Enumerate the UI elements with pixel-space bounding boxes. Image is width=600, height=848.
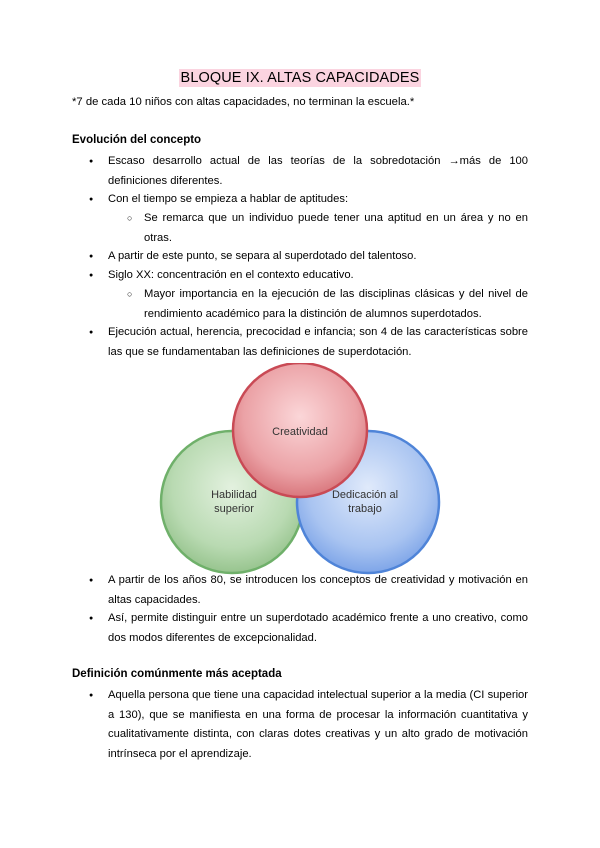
list-item: ● Ejecución actual, herencia, precocidad e infancia; son 4 de las características sobre las que se fundamentaban las definiciones de superdotación. (108, 323, 528, 362)
list-item: ● Así, permite distinguir entre un superdotado académico frente a uno creativo, como dos modos diferentes de excepcionalidad. (108, 609, 528, 648)
sub-list-item: ○ Mayor importancia en la ejecución de las disciplinas clásicas y del nivel de rendimiento académico para la distinción de alumnos superdotados. (144, 285, 528, 324)
list-item: ● Aquella persona que tiene una capacidad intelectual superior a la media (CI superior a 130), que se manifiesta en una forma de procesar la información cuantitativa y cualitativamente distinta, con claras dotes creativas y un alto grado de motivación intrínseca por el aprendizaje. (108, 686, 528, 764)
section-heading-evolution: Evolución del concepto (72, 134, 202, 146)
list-item: ● A partir de los años 80, se introducen los conceptos de creatividad y motivación en altas capacidades. (108, 571, 528, 610)
venn-label-dedicacion-1: Dedicación al (331, 489, 399, 501)
list-item: ● Con el tiempo se empieza a hablar de aptitudes: (108, 190, 528, 210)
venn-diagram (155, 363, 445, 578)
venn-label-habilidad-1: Habilidad (211, 489, 257, 501)
list-item: ● Escaso desarrollo actual de las teorías de la sobredotación →más de 100 definiciones diferentes. (108, 152, 528, 191)
venn-label-creatividad: Creatividad (272, 426, 328, 438)
sub-list-item: ○ Se remarca que un individuo puede tener una aptitud en un área y no en otras. (144, 209, 528, 248)
list-item: ● A partir de este punto, se separa al superdotado del talentoso. (108, 247, 528, 267)
page-title: BLOQUE IX. ALTAS CAPACIDADES (180, 70, 420, 86)
list-item: ● Siglo XX: concentración en el contexto educativo. (108, 266, 528, 286)
section-heading-definition: Definición comúnmente más aceptada (72, 668, 282, 680)
venn-label-dedicacion-2: trabajo (348, 503, 382, 515)
intro-quote: *7 de cada 10 niños con altas capacidades, no terminan la escuela.* (72, 96, 415, 108)
venn-label-habilidad-2: superior (214, 503, 254, 515)
